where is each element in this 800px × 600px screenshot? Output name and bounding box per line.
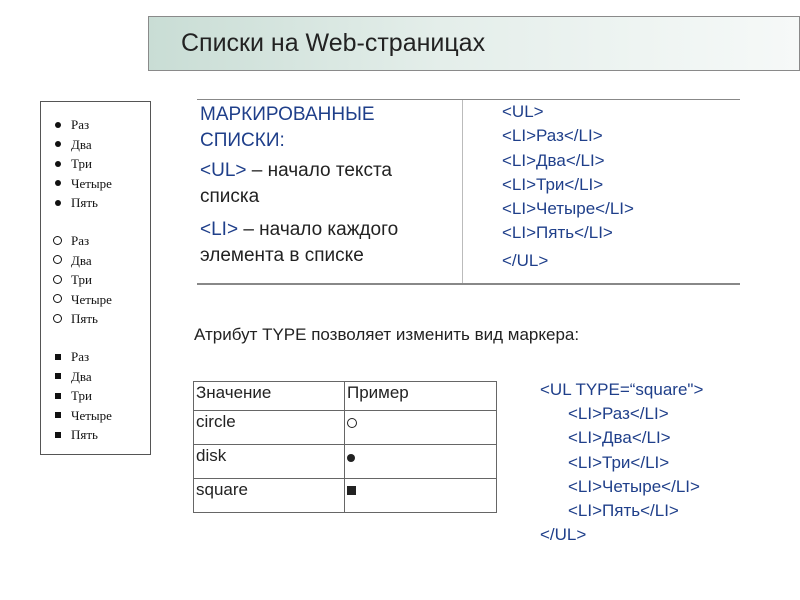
example-cell [345, 411, 497, 445]
code-line: <LI>Четыре</LI> [502, 199, 634, 219]
square-bullet-icon [51, 409, 71, 421]
code-line: <LI>Три</LI> [502, 174, 604, 194]
list-item: Пять [51, 193, 112, 213]
column-header: Пример [345, 382, 497, 411]
list-item: Три [51, 386, 112, 406]
value-cell: square [194, 479, 345, 513]
list-item: Пять [51, 309, 112, 329]
attribute-note: Атрибут TYPE позволяет изменить вид маркера: [194, 325, 580, 344]
square-list [51, 347, 112, 445]
type-code-example [540, 378, 703, 547]
value-cell: circle [194, 411, 345, 445]
code-line: <LI>Четыре</LI> [568, 476, 700, 496]
list-item: Четыре [51, 406, 112, 426]
type-values-table [193, 381, 497, 513]
circle-bullet-icon [51, 274, 71, 286]
table-row [194, 445, 497, 479]
table-row [194, 411, 497, 445]
list-item: Два [51, 367, 112, 387]
circle-bullet-icon [51, 313, 71, 325]
code-line: <UL TYPE=“square"> [540, 380, 704, 399]
code-line: <UL> [502, 102, 544, 121]
list-item: Два [51, 135, 112, 155]
square-bullet-icon [51, 370, 71, 382]
disk-bullet-icon [51, 197, 71, 209]
square-bullet-icon [51, 429, 71, 441]
list-item: Раз [51, 115, 112, 135]
slide-title-bar [148, 16, 800, 71]
code-line: <LI>Раз</LI> [568, 404, 669, 424]
disk-bullet-icon [51, 177, 71, 189]
list-item: Три [51, 270, 112, 290]
disk-bullet-icon [51, 119, 71, 131]
square-marker-icon [347, 486, 356, 495]
disk-bullet-icon [51, 158, 71, 170]
list-item: Пять [51, 425, 112, 445]
ul-definition: <UL> – начало текста списка [200, 160, 392, 207]
circle-bullet-icon [51, 235, 71, 247]
example-cell [345, 479, 497, 513]
column-header: Значение [194, 382, 345, 411]
bulleted-list-table [197, 99, 740, 285]
code-line: <LI>Два</LI> [568, 428, 671, 448]
li-definition: <LI> – начало каждого элемента в списке [200, 219, 399, 266]
table-header-row [194, 382, 497, 411]
definition-cell [200, 100, 463, 283]
code-snippet [502, 100, 634, 273]
code-line: <LI>Пять</LI> [568, 500, 679, 520]
section-heading: МАРКИРОВАННЫЕ СПИСКИ: [200, 104, 375, 151]
circle-list [51, 231, 112, 329]
code-line: <LI>Три</LI> [568, 452, 670, 472]
square-bullet-icon [51, 390, 71, 402]
list-item: Раз [51, 347, 112, 367]
sample-lists-box [40, 101, 151, 455]
value-cell: disk [194, 445, 345, 479]
list-item: Два [51, 251, 112, 271]
code-line: </UL> [502, 250, 549, 270]
disk-bullet-icon [51, 138, 71, 150]
code-line: <LI>Раз</LI> [502, 126, 603, 146]
list-item: Четыре [51, 290, 112, 310]
table-row [194, 479, 497, 513]
list-item: Раз [51, 231, 112, 251]
list-item: Три [51, 154, 112, 174]
code-line: <LI>Пять</LI> [502, 223, 613, 243]
list-item: Четыре [51, 174, 112, 194]
code-line: <LI>Два</LI> [502, 150, 605, 170]
circle-bullet-icon [51, 293, 71, 305]
disk-list [51, 115, 112, 213]
circle-bullet-icon [51, 254, 71, 266]
slide-title: Списки на Web-страницах [181, 29, 486, 57]
code-line: </UL> [540, 525, 587, 545]
square-bullet-icon [51, 351, 71, 363]
disk-marker-icon [347, 454, 355, 462]
circle-marker-icon [347, 418, 357, 428]
example-cell [345, 445, 497, 479]
